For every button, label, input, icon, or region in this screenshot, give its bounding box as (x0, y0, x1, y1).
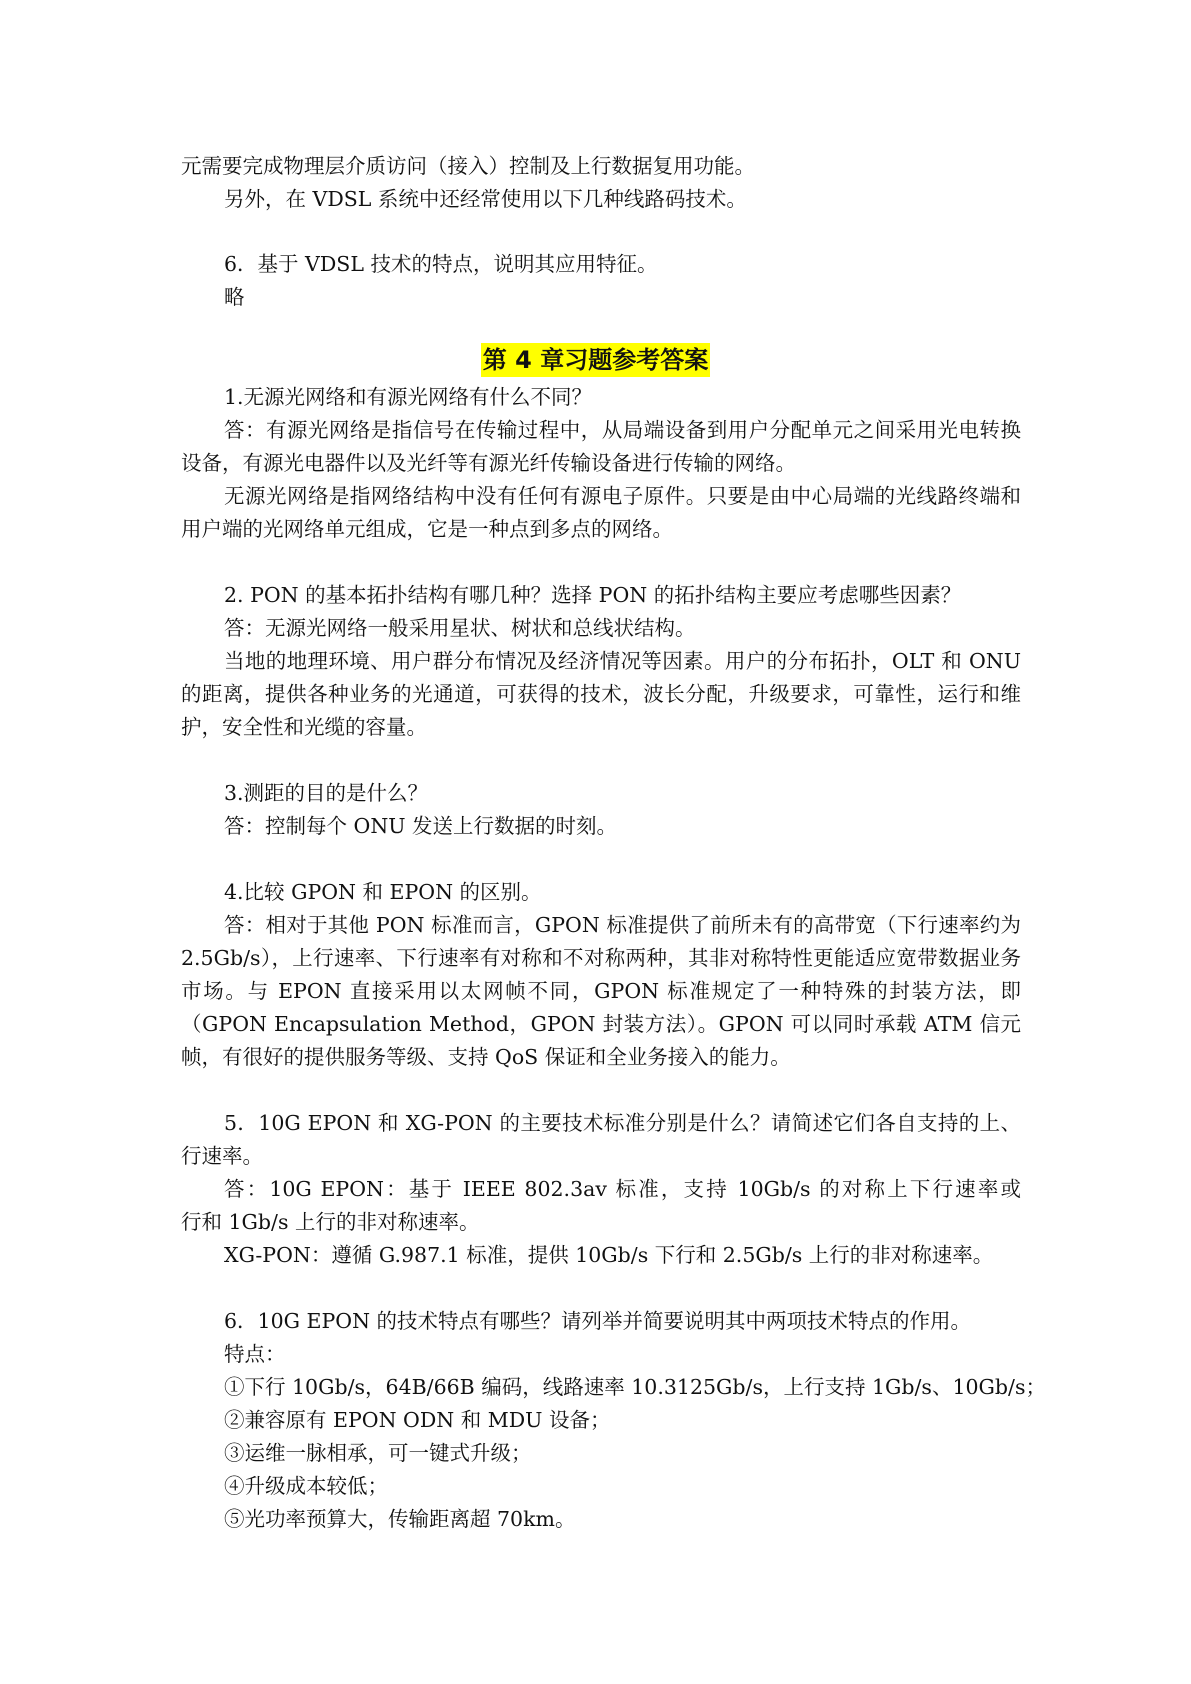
answer-1-line: 用户端的光网络单元组成，它是一种点到多点的网络。 (181, 517, 673, 541)
paragraph-line: 元需要完成物理层介质访问（接入）控制及上行数据复用功能。 (181, 154, 755, 178)
question-2: 2. PON 的基本拓扑结构有哪几种？选择 PON 的拓扑结构主要应考虑哪些因素？ (224, 583, 962, 607)
question-prev-6: 6．基于 VDSL 技术的特点，说明其应用特征。 (224, 252, 658, 276)
feature-item: ③运维一脉相承，可一键式升级； (224, 1441, 532, 1465)
answer-1-line: 无源光网络是指网络结构中没有任何有源电子原件。只要是由中心局端的光线路终端和 (224, 484, 1021, 508)
paragraph-line: 另外，在 VDSL 系统中还经常使用以下几种线路码技术。 (224, 187, 747, 211)
answer-5-line: XG-PON：遵循 G.987.1 标准，提供 10Gb/s 下行和 2.5Gb/s 上行的非对称速率。 (224, 1243, 994, 1267)
answer-2-line: 的距离，提供各种业务的光通道，可获得的技术，波长分配，升级要求，可靠性，运行和维 (181, 682, 1021, 706)
feature-item: ①下行 10Gb/s，64B/66B 编码，线路速率 10.3125Gb/s，上行支持 1Gb/s、10Gb/s； (224, 1375, 1046, 1399)
answer-prev-6: 略 (224, 285, 245, 309)
features-label: 特点： (224, 1342, 286, 1366)
answer-4-line: 帧，有很好的提供服务等级、支持 QoS 保证和全业务接入的能力。 (181, 1045, 791, 1069)
answer-4-line: （GPON Encapsulation Method，GPON 封装方法）。GPON 可以同时承载 ATM 信元 (181, 1012, 1021, 1036)
question-6: 6．10G EPON 的技术特点有哪些？请列举并简要说明其中两项技术特点的作用。 (224, 1309, 972, 1333)
answer-4-line: 2.5Gb/s），上行速率、下行速率有对称和不对称两种，其非对称特性更能适应宽带数据业务 (181, 946, 1021, 970)
answer-4-line: 市场。与 EPON 直接采用以太网帧不同，GPON 标准规定了一种特殊的封装方法，即 (181, 979, 1021, 1003)
answer-3-line: 答：控制每个 ONU 发送上行数据的时刻。 (224, 814, 618, 838)
question-4: 4.比较 GPON 和 EPON 的区别。 (224, 880, 542, 904)
answer-4-line: 答：相对于其他 PON 标准而言，GPON 标准提供了前所未有的高带宽（下行速率约为 (224, 913, 1021, 937)
chapter-heading-wrap (0, 343, 1191, 377)
answer-5-line: 答：10G EPON：基于 IEEE 802.3av 标准，支持 10Gb/s 的对称上下行速率或 (224, 1177, 1021, 1201)
question-1: 1.无源光网络和有源光网络有什么不同？ (224, 385, 593, 409)
feature-item: ⑤光功率预算大，传输距离超 70km。 (224, 1507, 576, 1531)
chapter-title: 第 4 章习题参考答案 (481, 343, 710, 377)
question-3: 3.测距的目的是什么？ (224, 781, 429, 805)
feature-item: ④升级成本较低； (224, 1474, 388, 1498)
answer-1-line: 答：有源光网络是指信号在传输过程中，从局端设备到用户分配单元之间采用光电转换 (224, 418, 1021, 442)
answer-5-line: 行和 1Gb/s 上行的非对称速率。 (181, 1210, 480, 1234)
feature-item: ②兼容原有 EPON ODN 和 MDU 设备； (224, 1408, 611, 1432)
answer-2-line: 当地的地理环境、用户群分布情况及经济情况等因素。用户的分布拓扑，OLT 和 ONU (224, 649, 1021, 673)
question-5-line: 5．10G EPON 和 XG-PON 的主要技术标准分别是什么？请简述它们各自支持的上、 (224, 1111, 1021, 1135)
answer-2-line: 答：无源光网络一般采用星状、树状和总线状结构。 (224, 616, 696, 640)
question-5-line: 行速率。 (181, 1144, 263, 1168)
answer-1-line: 设备，有源光电器件以及光纤等有源光纤传输设备进行传输的网络。 (181, 451, 796, 475)
answer-2-line: 护，安全性和光缆的容量。 (181, 715, 427, 739)
